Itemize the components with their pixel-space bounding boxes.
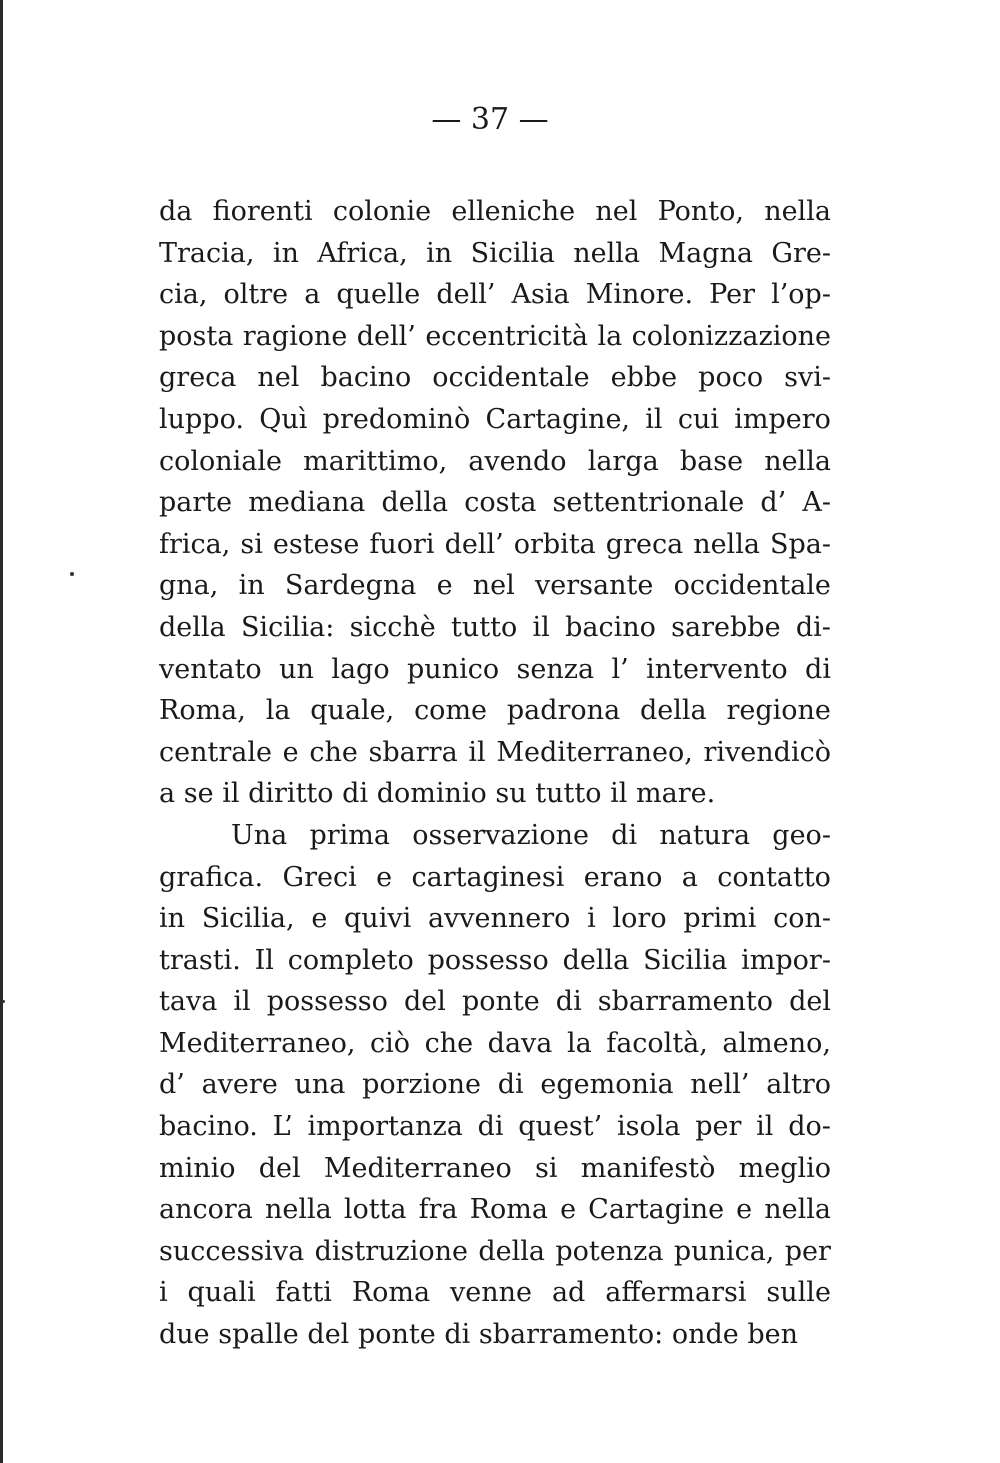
text-line: bacino. L’ importanza di quest’ isola per il do- [159, 1111, 831, 1143]
text-line: due spalle del ponte di sbarramento: onde ben [159, 1319, 799, 1351]
text-line: a se il diritto di dominio su tutto il mare. [159, 778, 716, 810]
text-line: Roma, la quale, come padrona della regione [159, 695, 831, 727]
text-line: i quali fatti Roma venne ad affermarsi sulle [159, 1277, 831, 1309]
text-line: frica, si estese fuori dell’ orbita greca nella Spa- [159, 528, 831, 560]
text-line: coloniale marittimo, avendo larga base nella [159, 445, 831, 477]
print-speck [70, 572, 74, 576]
text-line: greca nel bacino occidentale ebbe poco svi- [159, 362, 831, 394]
print-speck [2, 1000, 5, 1003]
text-line: tava il possesso del ponte di sbarramento del [159, 986, 831, 1018]
text-line: in Sicilia, e quivi avvennero i loro primi con- [159, 903, 831, 935]
text-line: da fiorenti colonie elleniche nel Ponto, nella [159, 196, 831, 227]
text-line: minio del Mediterraneo si manifestò meglio [159, 1152, 831, 1184]
text-line: d’ avere una porzione di egemonia nell’ altro [159, 1069, 831, 1101]
text-line: grafica. Greci e cartaginesi erano a contatto [159, 861, 831, 893]
text-line: ancora nella lotta fra Roma e Cartagine e nella [159, 1194, 831, 1226]
text-line: della Sicilia: sicchè tutto il bacino sarebbe di- [159, 611, 831, 643]
text-line: gna, in Sardegna e nel versante occidentale [159, 570, 831, 602]
body-text [159, 191, 831, 1356]
text-line: Mediterraneo, ciò che dava la facoltà, almeno, [159, 1027, 831, 1059]
text-line: Una prima osservazione di natura geo- [231, 819, 831, 851]
text-line: posta ragione dell’ eccentricità la colonizzazione [159, 320, 831, 352]
paragraph-1 [159, 191, 831, 815]
text-line: ventato un lago punico senza l’ intervento di [159, 653, 831, 685]
text-line: luppo. Quì predominò Cartagine, il cui impero [159, 403, 831, 435]
text-line: trasti. Il completo possesso della Sicilia impor- [159, 944, 831, 976]
text-line: Tracia, in Africa, in Sicilia nella Magna Gre- [159, 237, 831, 269]
paragraph-2 [159, 815, 831, 1356]
text-line: successiva distruzione della potenza punica, per [159, 1235, 831, 1267]
text-line: parte mediana della costa settentrionale d’ A- [159, 487, 831, 519]
page-edge [0, 0, 3, 1463]
text-line: cia, oltre a quelle dell’ Asia Minore. Per l’op- [159, 279, 831, 311]
page-number: — 37 — [431, 102, 549, 137]
text-line: centrale e che sbarra il Mediterraneo, rivendicò [159, 736, 831, 768]
